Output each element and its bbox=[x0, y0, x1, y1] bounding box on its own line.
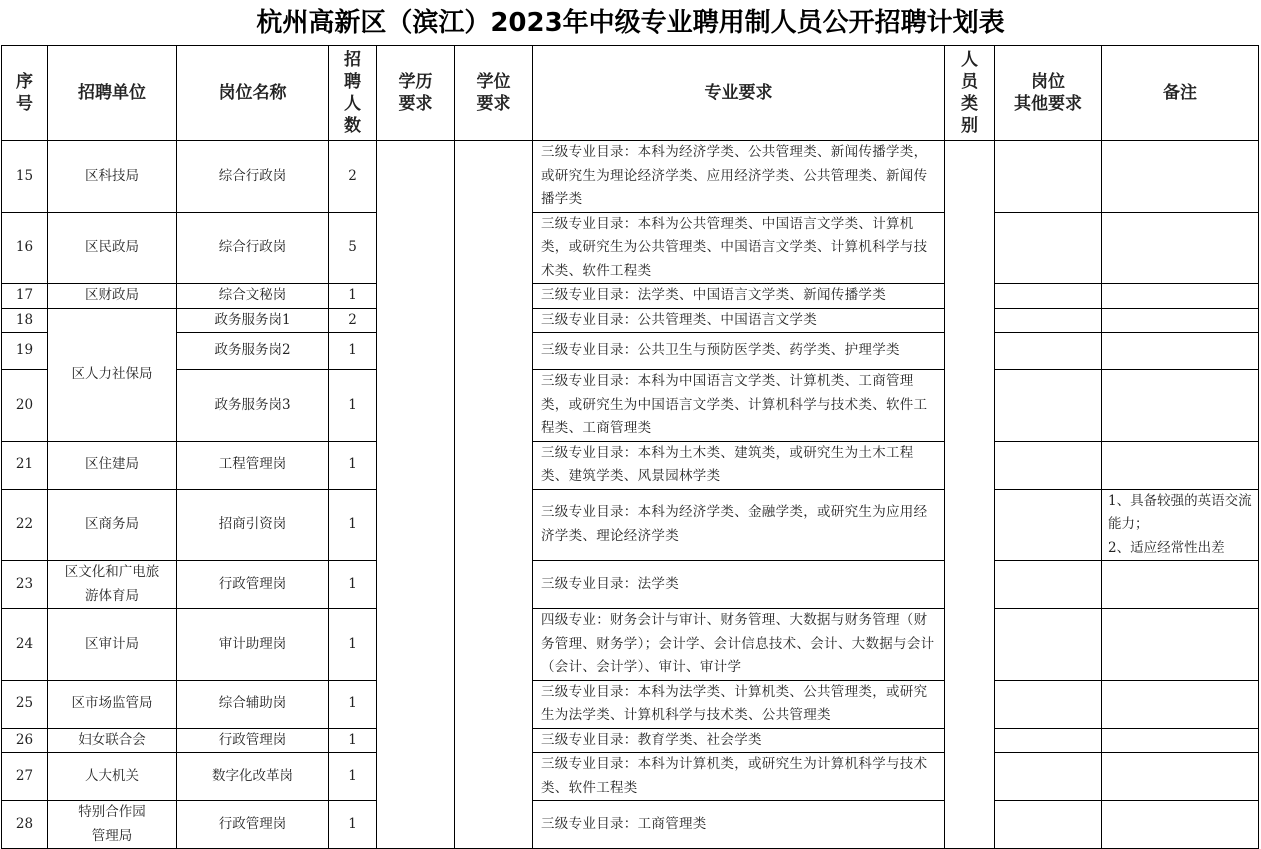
table-row bbox=[2, 308, 1259, 333]
seq-cell: 28 bbox=[2, 801, 48, 849]
table-row bbox=[2, 728, 1259, 753]
position-cell: 行政管理岗 bbox=[177, 801, 329, 849]
count-cell: 1 bbox=[329, 284, 377, 309]
table-row bbox=[2, 212, 1259, 284]
seq-cell: 15 bbox=[2, 141, 48, 213]
unit-cell: 人大机关 bbox=[48, 753, 177, 801]
count-cell: 1 bbox=[329, 680, 377, 728]
remark-cell bbox=[1102, 680, 1259, 728]
other-cell bbox=[995, 489, 1102, 561]
seq-cell: 17 bbox=[2, 284, 48, 309]
count-cell: 1 bbox=[329, 333, 377, 370]
table-row bbox=[2, 370, 1259, 442]
position-cell: 综合行政岗 bbox=[177, 141, 329, 213]
position-cell: 政务服务岗3 bbox=[177, 370, 329, 442]
table-row bbox=[2, 753, 1259, 801]
unit-cell: 区财政局 bbox=[48, 284, 177, 309]
remark-cell bbox=[1102, 609, 1259, 681]
header-degree: 学位要求 bbox=[455, 46, 533, 141]
remark-cell bbox=[1102, 284, 1259, 309]
other-cell bbox=[995, 609, 1102, 681]
position-cell: 工程管理岗 bbox=[177, 441, 329, 489]
major-cell: 三级专业目录：本科为中国语言文学类、计算机类、工商管理类，或研究生为中国语言文学类、计算机科学与技术类、软件工程类、工商管理类 bbox=[533, 370, 945, 442]
unit-cell: 区科技局 bbox=[48, 141, 177, 213]
header-row bbox=[2, 46, 1259, 141]
position-cell: 行政管理岗 bbox=[177, 561, 329, 609]
major-cell: 三级专业目录：法学类、中国语言文学类、新闻传播学类 bbox=[533, 284, 945, 309]
position-cell: 行政管理岗 bbox=[177, 728, 329, 753]
header-remark: 备注 bbox=[1102, 46, 1259, 141]
seq-cell: 18 bbox=[2, 308, 48, 333]
table-row bbox=[2, 561, 1259, 609]
seq-cell: 26 bbox=[2, 728, 48, 753]
other-cell bbox=[995, 728, 1102, 753]
seq-cell: 19 bbox=[2, 333, 48, 370]
seq-cell: 27 bbox=[2, 753, 48, 801]
unit-cell: 妇女联合会 bbox=[48, 728, 177, 753]
seq-cell: 22 bbox=[2, 489, 48, 561]
table-row bbox=[2, 801, 1259, 849]
count-cell: 1 bbox=[329, 370, 377, 442]
header-position: 岗位名称 bbox=[177, 46, 329, 141]
degree-cell bbox=[455, 141, 533, 849]
count-cell: 1 bbox=[329, 561, 377, 609]
other-cell bbox=[995, 441, 1102, 489]
unit-cell: 区住建局 bbox=[48, 441, 177, 489]
recruitment-table bbox=[1, 45, 1259, 849]
table-row bbox=[2, 680, 1259, 728]
count-cell: 1 bbox=[329, 441, 377, 489]
remark-cell bbox=[1102, 308, 1259, 333]
position-cell: 审计助理岗 bbox=[177, 609, 329, 681]
header-unit: 招聘单位 bbox=[48, 46, 177, 141]
remark-cell bbox=[1102, 801, 1259, 849]
remark-cell bbox=[1102, 370, 1259, 442]
other-cell bbox=[995, 308, 1102, 333]
position-cell: 综合行政岗 bbox=[177, 212, 329, 284]
other-cell bbox=[995, 801, 1102, 849]
remark-cell bbox=[1102, 753, 1259, 801]
other-cell bbox=[995, 212, 1102, 284]
remark-cell bbox=[1102, 212, 1259, 284]
remark-cell bbox=[1102, 441, 1259, 489]
other-cell bbox=[995, 753, 1102, 801]
education-cell bbox=[377, 141, 455, 849]
unit-cell: 特别合作园管理局 bbox=[48, 801, 177, 849]
position-cell: 政务服务岗2 bbox=[177, 333, 329, 370]
major-cell: 三级专业目录：教育学类、社会学类 bbox=[533, 728, 945, 753]
major-cell: 三级专业目录：工商管理类 bbox=[533, 801, 945, 849]
position-cell: 数字化改革岗 bbox=[177, 753, 329, 801]
table-row bbox=[2, 333, 1259, 370]
remark-cell bbox=[1102, 728, 1259, 753]
header-seq: 序号 bbox=[2, 46, 48, 141]
position-cell: 招商引资岗 bbox=[177, 489, 329, 561]
table-row bbox=[2, 441, 1259, 489]
count-cell: 2 bbox=[329, 308, 377, 333]
other-cell bbox=[995, 333, 1102, 370]
header-other: 岗位 其他要求 bbox=[995, 46, 1102, 141]
unit-cell: 区市场监管局 bbox=[48, 680, 177, 728]
other-cell bbox=[995, 370, 1102, 442]
header-category: 人员类别 bbox=[945, 46, 995, 141]
other-cell bbox=[995, 284, 1102, 309]
major-cell: 三级专业目录：本科为计算机类，或研究生为计算机科学与技术类、软件工程类 bbox=[533, 753, 945, 801]
major-cell: 四级专业：财务会计与审计、财务管理、大数据与财务管理（财务管理、财务学）；会计学、会计信息技术、会计、大数据与会计（会计、会计学）、审计、审计学 bbox=[533, 609, 945, 681]
seq-cell: 24 bbox=[2, 609, 48, 681]
header-count: 招聘人数 bbox=[329, 46, 377, 141]
remark-cell bbox=[1102, 141, 1259, 213]
count-cell: 1 bbox=[329, 489, 377, 561]
position-cell: 综合辅助岗 bbox=[177, 680, 329, 728]
table-row bbox=[2, 141, 1259, 213]
unit-cell: 区商务局 bbox=[48, 489, 177, 561]
remark-cell bbox=[1102, 333, 1259, 370]
page-title: 杭州高新区（滨江）2023年中级专业聘用制人员公开招聘计划表 bbox=[256, 8, 1005, 38]
other-cell bbox=[995, 561, 1102, 609]
category-cell bbox=[945, 141, 995, 849]
major-cell: 三级专业目录：公共管理类、中国语言文学类 bbox=[533, 308, 945, 333]
remark-cell bbox=[1102, 561, 1259, 609]
unit-cell: 区文化和广电旅游体育局 bbox=[48, 561, 177, 609]
count-cell: 5 bbox=[329, 212, 377, 284]
other-cell bbox=[995, 680, 1102, 728]
major-cell: 三级专业目录：本科为土木类、建筑类，或研究生为土木工程类、建筑学类、风景园林学类 bbox=[533, 441, 945, 489]
seq-cell: 20 bbox=[2, 370, 48, 442]
count-cell: 1 bbox=[329, 609, 377, 681]
table-row bbox=[2, 284, 1259, 309]
position-cell: 政务服务岗1 bbox=[177, 308, 329, 333]
major-cell: 三级专业目录：本科为公共管理类、中国语言文学类、计算机类，或研究生为公共管理类、中国语言文学类、计算机科学与技术类、软件工程类 bbox=[533, 212, 945, 284]
major-cell: 三级专业目录：本科为经济学类、公共管理类、新闻传播学类，或研究生为理论经济学类、应用经济学类、公共管理类、新闻传播学类 bbox=[533, 141, 945, 213]
table-row bbox=[2, 609, 1259, 681]
table-row bbox=[2, 489, 1259, 561]
unit-cell: 区民政局 bbox=[48, 212, 177, 284]
unit-cell: 区人力社保局 bbox=[48, 308, 177, 441]
other-cell bbox=[995, 141, 1102, 213]
position-cell: 综合文秘岗 bbox=[177, 284, 329, 309]
count-cell: 1 bbox=[329, 801, 377, 849]
unit-cell: 区审计局 bbox=[48, 609, 177, 681]
header-major: 专业要求 bbox=[533, 46, 945, 141]
major-cell: 三级专业目录：公共卫生与预防医学类、药学类、护理学类 bbox=[533, 333, 945, 370]
seq-cell: 16 bbox=[2, 212, 48, 284]
seq-cell: 25 bbox=[2, 680, 48, 728]
remark-cell: 1、具备较强的英语交流能力； 2、适应经常性出差 bbox=[1102, 489, 1259, 561]
major-cell: 三级专业目录：法学类 bbox=[533, 561, 945, 609]
major-cell: 三级专业目录：本科为经济学类、金融学类，或研究生为应用经济学类、理论经济学类 bbox=[533, 489, 945, 561]
major-cell: 三级专业目录：本科为法学类、计算机类、公共管理类，或研究生为法学类、计算机科学与技术类、公共管理类 bbox=[533, 680, 945, 728]
seq-cell: 23 bbox=[2, 561, 48, 609]
count-cell: 1 bbox=[329, 728, 377, 753]
header-education: 学历要求 bbox=[377, 46, 455, 141]
seq-cell: 21 bbox=[2, 441, 48, 489]
count-cell: 2 bbox=[329, 141, 377, 213]
count-cell: 1 bbox=[329, 753, 377, 801]
